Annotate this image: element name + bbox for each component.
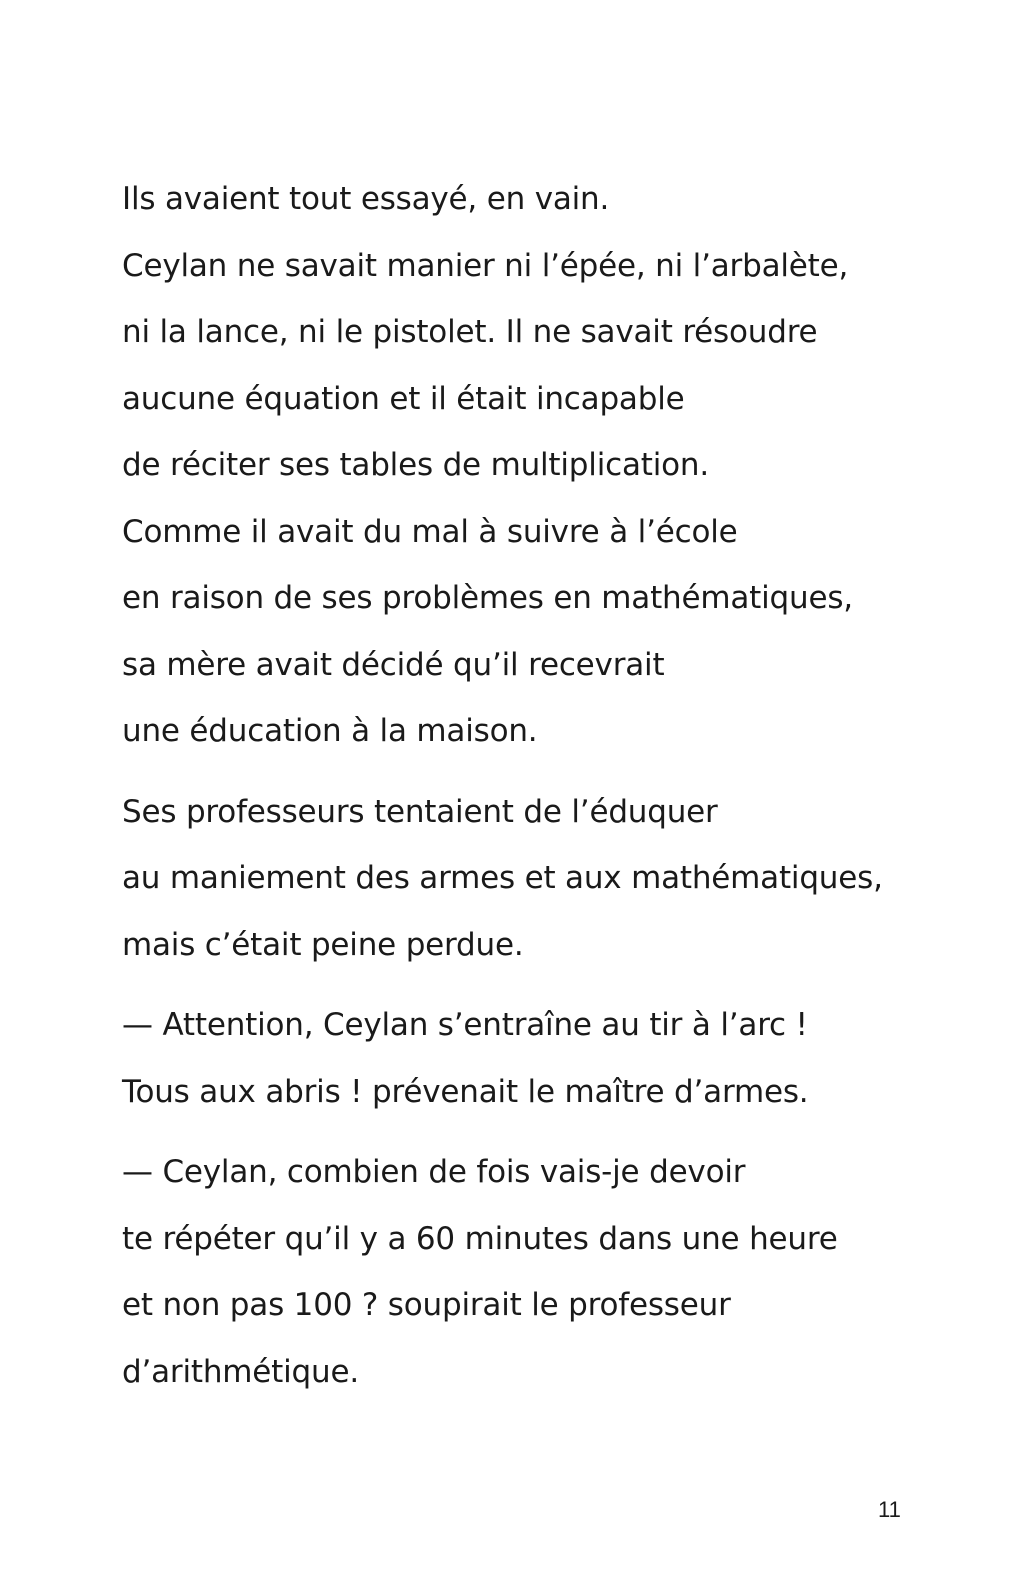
paragraph-3-dialogue: [122, 992, 922, 1125]
text-line: en raison de ses problèmes en mathématiques,: [122, 580, 853, 616]
text-line: Comme il avait du mal à suivre à l’école: [122, 513, 738, 550]
text-line: et non pas 100 ? soupirait le professeur: [122, 1287, 731, 1323]
text-line: d’arithmétique.: [122, 1353, 359, 1390]
paragraph-1: [122, 166, 922, 765]
text-line: une éducation à la maison.: [122, 713, 538, 749]
text-line: mais c’était peine perdue.: [122, 926, 524, 963]
text-line: Ses professeurs tentaient de l’éduquer: [122, 793, 718, 830]
paragraph-4-dialogue: [122, 1139, 922, 1405]
text-line: — Attention, Ceylan s’entraîne au tir à l’arc !: [122, 1007, 808, 1043]
body-text: [122, 166, 922, 1419]
text-line: aucune équation et il était incapable: [122, 380, 685, 417]
paragraph-2: [122, 779, 922, 979]
text-line: de réciter ses tables de multiplication.: [122, 447, 709, 483]
text-line: sa mère avait décidé qu’il recevrait: [122, 646, 665, 683]
text-line: Tous aux abris ! prévenait le maître d’armes.: [122, 1073, 809, 1110]
text-line: ni la lance, ni le pistolet. Il ne savait résoudre: [122, 314, 818, 350]
text-line: au maniement des armes et aux mathématiques,: [122, 860, 883, 896]
text-line: Ils avaient tout essayé, en vain.: [122, 181, 610, 217]
text-line: Ceylan ne savait manier ni l’épée, ni l’arbalète,: [122, 247, 849, 284]
page-number: 11: [878, 1497, 901, 1522]
text-line: te répéter qu’il y a 60 minutes dans une heure: [122, 1220, 838, 1257]
text-line: — Ceylan, combien de fois vais-je devoir: [122, 1154, 746, 1190]
